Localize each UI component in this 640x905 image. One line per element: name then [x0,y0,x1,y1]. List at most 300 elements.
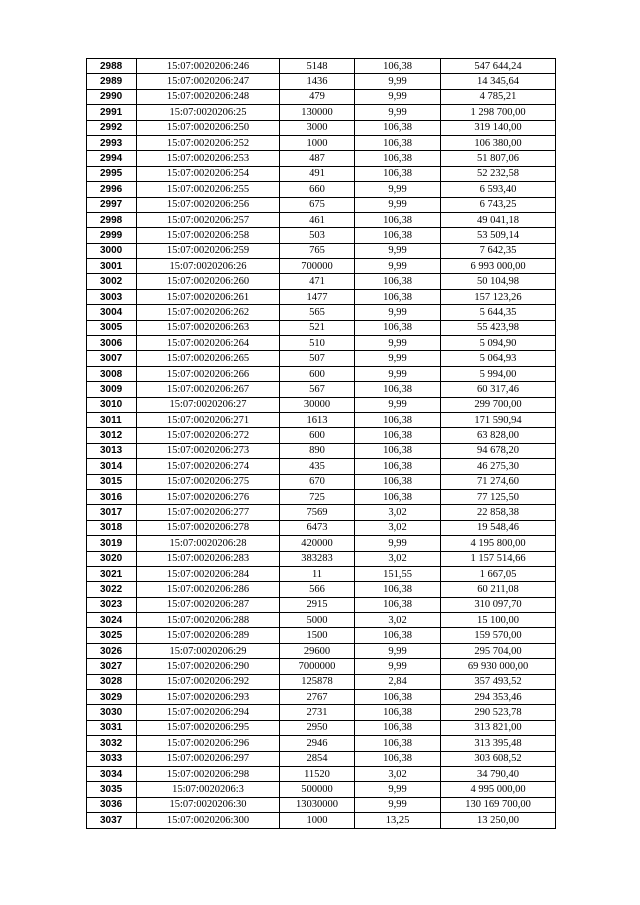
row-number-cell: 2988 [87,59,137,74]
rate-cell: 9,99 [355,366,441,381]
cadastral-number-cell: 15:07:0020206:275 [137,474,280,489]
cadastral-number-cell: 15:07:0020206:296 [137,736,280,751]
area-cell: 600 [280,428,355,443]
area-cell: 2767 [280,690,355,705]
cadastral-number-cell: 15:07:0020206:29 [137,643,280,658]
row-number-cell: 3014 [87,459,137,474]
table-row [87,443,556,458]
rate-cell: 106,38 [355,289,441,304]
table-row [87,105,556,120]
area-cell: 566 [280,582,355,597]
rate-cell: 2,84 [355,674,441,689]
cadastral-value-cell: 5 994,00 [441,366,556,381]
row-number-cell: 3023 [87,597,137,612]
area-cell: 30000 [280,397,355,412]
row-number-cell: 2992 [87,120,137,135]
cadastral-value-cell: 1 298 700,00 [441,105,556,120]
cadastral-value-cell: 295 704,00 [441,643,556,658]
table-row [87,305,556,320]
cadastral-value-cell: 94 678,20 [441,443,556,458]
rate-cell: 9,99 [355,797,441,812]
cadastral-number-cell: 15:07:0020206:292 [137,674,280,689]
cadastral-value-cell: 7 642,35 [441,243,556,258]
area-cell: 491 [280,166,355,181]
area-cell: 1000 [280,813,355,828]
row-number-cell: 2994 [87,151,137,166]
cadastral-value-cell: 69 930 000,00 [441,659,556,674]
area-cell: 471 [280,274,355,289]
table-row [87,351,556,366]
area-cell: 890 [280,443,355,458]
table-row [87,489,556,504]
table-row [87,428,556,443]
cadastral-value-cell: 14 345,64 [441,74,556,89]
cadastral-value-cell: 106 380,00 [441,135,556,150]
cadastral-number-cell: 15:07:0020206:278 [137,520,280,535]
table-row [87,412,556,427]
table-row [87,520,556,535]
area-cell: 11 [280,566,355,581]
cadastral-value-cell: 49 041,18 [441,212,556,227]
cadastral-value-cell: 77 125,50 [441,489,556,504]
table-row [87,597,556,612]
area-cell: 1000 [280,135,355,150]
row-number-cell: 2996 [87,182,137,197]
table-row [87,705,556,720]
table-row [87,782,556,797]
cadastral-number-cell: 15:07:0020206:255 [137,182,280,197]
table-row [87,566,556,581]
cadastral-number-cell: 15:07:0020206:265 [137,351,280,366]
area-cell: 1500 [280,628,355,643]
area-cell: 2915 [280,597,355,612]
rate-cell: 106,38 [355,459,441,474]
area-cell: 383283 [280,551,355,566]
rate-cell: 9,99 [355,89,441,104]
row-number-cell: 2999 [87,228,137,243]
table-row [87,720,556,735]
rate-cell: 13,25 [355,813,441,828]
rate-cell: 106,38 [355,597,441,612]
cadastral-number-cell: 15:07:0020206:25 [137,105,280,120]
table-row [87,813,556,828]
row-number-cell: 2998 [87,212,137,227]
rate-cell: 9,99 [355,74,441,89]
row-number-cell: 3017 [87,505,137,520]
cadastral-value-cell: 6 743,25 [441,197,556,212]
rate-cell: 9,99 [355,182,441,197]
rate-cell: 106,38 [355,151,441,166]
area-cell: 130000 [280,105,355,120]
rate-cell: 106,38 [355,382,441,397]
row-number-cell: 3029 [87,690,137,705]
cadastral-value-cell: 157 123,26 [441,289,556,304]
cadastral-value-cell: 357 493,52 [441,674,556,689]
cadastral-number-cell: 15:07:0020206:252 [137,135,280,150]
rate-cell: 106,38 [355,166,441,181]
rate-cell: 106,38 [355,274,441,289]
area-cell: 7000000 [280,659,355,674]
row-number-cell: 3037 [87,813,137,828]
row-number-cell: 3003 [87,289,137,304]
rate-cell: 106,38 [355,736,441,751]
area-cell: 420000 [280,536,355,551]
rate-cell: 9,99 [355,351,441,366]
cadastral-value-cell: 50 104,98 [441,274,556,289]
table-row [87,674,556,689]
cadastral-value-table [86,58,556,829]
table-row [87,336,556,351]
table-row [87,613,556,628]
area-cell: 2946 [280,736,355,751]
table-row [87,212,556,227]
rate-cell: 106,38 [355,690,441,705]
cadastral-number-cell: 15:07:0020206:289 [137,628,280,643]
cadastral-number-cell: 15:07:0020206:256 [137,197,280,212]
area-cell: 565 [280,305,355,320]
table-row [87,643,556,658]
cadastral-number-cell: 15:07:0020206:297 [137,751,280,766]
area-cell: 5000 [280,613,355,628]
area-cell: 461 [280,212,355,227]
row-number-cell: 3020 [87,551,137,566]
row-number-cell: 3021 [87,566,137,581]
row-number-cell: 3010 [87,397,137,412]
table-row [87,736,556,751]
cadastral-number-cell: 15:07:0020206:28 [137,536,280,551]
row-number-cell: 2991 [87,105,137,120]
cadastral-value-cell: 303 608,52 [441,751,556,766]
rate-cell: 3,02 [355,520,441,535]
cadastral-number-cell: 15:07:0020206:261 [137,289,280,304]
rate-cell: 9,99 [355,536,441,551]
row-number-cell: 3016 [87,489,137,504]
area-cell: 600 [280,366,355,381]
area-cell: 29600 [280,643,355,658]
area-cell: 3000 [280,120,355,135]
rate-cell: 106,38 [355,59,441,74]
cadastral-value-cell: 15 100,00 [441,613,556,628]
row-number-cell: 3028 [87,674,137,689]
row-number-cell: 3024 [87,613,137,628]
cadastral-value-cell: 299 700,00 [441,397,556,412]
row-number-cell: 3006 [87,336,137,351]
rate-cell: 9,99 [355,782,441,797]
area-cell: 500000 [280,782,355,797]
row-number-cell: 3008 [87,366,137,381]
row-number-cell: 3011 [87,412,137,427]
cadastral-number-cell: 15:07:0020206:271 [137,412,280,427]
area-cell: 125878 [280,674,355,689]
cadastral-number-cell: 15:07:0020206:283 [137,551,280,566]
table-row [87,243,556,258]
cadastral-value-cell: 310 097,70 [441,597,556,612]
cadastral-number-cell: 15:07:0020206:253 [137,151,280,166]
rate-cell: 9,99 [355,659,441,674]
table-row [87,320,556,335]
cadastral-number-cell: 15:07:0020206:293 [137,690,280,705]
cadastral-number-cell: 15:07:0020206:254 [137,166,280,181]
area-cell: 567 [280,382,355,397]
cadastral-number-cell: 15:07:0020206:273 [137,443,280,458]
rate-cell: 3,02 [355,505,441,520]
row-number-cell: 3025 [87,628,137,643]
table-row [87,690,556,705]
table-row [87,151,556,166]
table-row [87,120,556,135]
cadastral-number-cell: 15:07:0020206:276 [137,489,280,504]
area-cell: 765 [280,243,355,258]
cadastral-value-cell: 5 644,35 [441,305,556,320]
cadastral-value-cell: 22 858,38 [441,505,556,520]
area-cell: 510 [280,336,355,351]
cadastral-number-cell: 15:07:0020206:284 [137,566,280,581]
rate-cell: 106,38 [355,412,441,427]
table-row [87,474,556,489]
row-number-cell: 3018 [87,520,137,535]
table-row [87,274,556,289]
rate-cell: 106,38 [355,705,441,720]
cadastral-number-cell: 15:07:0020206:3 [137,782,280,797]
cadastral-number-cell: 15:07:0020206:250 [137,120,280,135]
cadastral-value-cell: 1 157 514,66 [441,551,556,566]
row-number-cell: 3026 [87,643,137,658]
rate-cell: 9,99 [355,197,441,212]
row-number-cell: 3019 [87,536,137,551]
cadastral-number-cell: 15:07:0020206:27 [137,397,280,412]
cadastral-number-cell: 15:07:0020206:287 [137,597,280,612]
cadastral-value-cell: 313 821,00 [441,720,556,735]
cadastral-value-cell: 4 995 000,00 [441,782,556,797]
table-row [87,259,556,274]
cadastral-value-cell: 290 523,78 [441,705,556,720]
rate-cell: 106,38 [355,720,441,735]
row-number-cell: 3002 [87,274,137,289]
table-row [87,382,556,397]
row-number-cell: 2995 [87,166,137,181]
rate-cell: 106,38 [355,443,441,458]
cadastral-value-cell: 159 570,00 [441,628,556,643]
cadastral-value-cell: 19 548,46 [441,520,556,535]
area-cell: 725 [280,489,355,504]
row-number-cell: 3000 [87,243,137,258]
cadastral-number-cell: 15:07:0020206:266 [137,366,280,381]
area-cell: 1477 [280,289,355,304]
area-cell: 7569 [280,505,355,520]
cadastral-value-cell: 313 395,48 [441,736,556,751]
area-cell: 2854 [280,751,355,766]
rate-cell: 9,99 [355,259,441,274]
rate-cell: 9,99 [355,243,441,258]
table-row [87,459,556,474]
cadastral-value-cell: 55 423,98 [441,320,556,335]
table-row [87,59,556,74]
area-cell: 479 [280,89,355,104]
cadastral-number-cell: 15:07:0020206:298 [137,766,280,781]
rate-cell: 9,99 [355,336,441,351]
cadastral-number-cell: 15:07:0020206:247 [137,74,280,89]
cadastral-value-cell: 63 828,00 [441,428,556,443]
rate-cell: 9,99 [355,643,441,658]
area-cell: 2731 [280,705,355,720]
area-cell: 13030000 [280,797,355,812]
row-number-cell: 3022 [87,582,137,597]
cadastral-value-cell: 60 317,46 [441,382,556,397]
cadastral-value-cell: 4 195 800,00 [441,536,556,551]
area-cell: 675 [280,197,355,212]
rate-cell: 3,02 [355,766,441,781]
table-row [87,397,556,412]
cadastral-value-cell: 6 993 000,00 [441,259,556,274]
row-number-cell: 3031 [87,720,137,735]
cadastral-value-cell: 130 169 700,00 [441,797,556,812]
area-cell: 5148 [280,59,355,74]
cadastral-number-cell: 15:07:0020206:274 [137,459,280,474]
table-row [87,766,556,781]
cadastral-number-cell: 15:07:0020206:290 [137,659,280,674]
table-row [87,289,556,304]
cadastral-value-cell: 71 274,60 [441,474,556,489]
table-row [87,582,556,597]
table-row [87,166,556,181]
cadastral-value-cell: 46 275,30 [441,459,556,474]
rate-cell: 106,38 [355,212,441,227]
rate-cell: 3,02 [355,613,441,628]
row-number-cell: 3032 [87,736,137,751]
row-number-cell: 3012 [87,428,137,443]
table-row [87,536,556,551]
cadastral-number-cell: 15:07:0020206:263 [137,320,280,335]
row-number-cell: 3009 [87,382,137,397]
rate-cell: 106,38 [355,628,441,643]
cadastral-number-cell: 15:07:0020206:295 [137,720,280,735]
cadastral-value-cell: 51 807,06 [441,151,556,166]
cadastral-number-cell: 15:07:0020206:288 [137,613,280,628]
cadastral-number-cell: 15:07:0020206:277 [137,505,280,520]
rate-cell: 106,38 [355,320,441,335]
area-cell: 435 [280,459,355,474]
area-cell: 6473 [280,520,355,535]
row-number-cell: 3034 [87,766,137,781]
cadastral-value-cell: 60 211,08 [441,582,556,597]
cadastral-value-cell: 52 232,58 [441,166,556,181]
cadastral-number-cell: 15:07:0020206:264 [137,336,280,351]
row-number-cell: 3015 [87,474,137,489]
area-cell: 1613 [280,412,355,427]
cadastral-number-cell: 15:07:0020206:262 [137,305,280,320]
rate-cell: 106,38 [355,120,441,135]
row-number-cell: 3035 [87,782,137,797]
cadastral-number-cell: 15:07:0020206:257 [137,212,280,227]
cadastral-number-cell: 15:07:0020206:248 [137,89,280,104]
cadastral-value-cell: 171 590,94 [441,412,556,427]
cadastral-value-cell: 547 644,24 [441,59,556,74]
cadastral-number-cell: 15:07:0020206:30 [137,797,280,812]
cadastral-number-cell: 15:07:0020206:260 [137,274,280,289]
area-cell: 507 [280,351,355,366]
cadastral-value-cell: 6 593,40 [441,182,556,197]
cadastral-value-cell: 5 064,93 [441,351,556,366]
area-cell: 2950 [280,720,355,735]
cadastral-value-cell: 1 667,05 [441,566,556,581]
table-row [87,74,556,89]
table-row [87,751,556,766]
table-row [87,228,556,243]
area-cell: 487 [280,151,355,166]
cadastral-number-cell: 15:07:0020206:26 [137,259,280,274]
row-number-cell: 3013 [87,443,137,458]
cadastral-value-cell: 13 250,00 [441,813,556,828]
table-row [87,197,556,212]
area-cell: 670 [280,474,355,489]
area-cell: 521 [280,320,355,335]
row-number-cell: 2990 [87,89,137,104]
cadastral-number-cell: 15:07:0020206:286 [137,582,280,597]
cadastral-number-cell: 15:07:0020206:258 [137,228,280,243]
row-number-cell: 3033 [87,751,137,766]
rate-cell: 106,38 [355,428,441,443]
rate-cell: 106,38 [355,135,441,150]
rate-cell: 9,99 [355,305,441,320]
row-number-cell: 3005 [87,320,137,335]
row-number-cell: 3007 [87,351,137,366]
rate-cell: 106,38 [355,228,441,243]
cadastral-value-cell: 294 353,46 [441,690,556,705]
row-number-cell: 3027 [87,659,137,674]
cadastral-number-cell: 15:07:0020206:272 [137,428,280,443]
table-row [87,797,556,812]
rate-cell: 106,38 [355,582,441,597]
row-number-cell: 3004 [87,305,137,320]
rate-cell: 9,99 [355,397,441,412]
table-row [87,182,556,197]
cadastral-number-cell: 15:07:0020206:259 [137,243,280,258]
cadastral-number-cell: 15:07:0020206:300 [137,813,280,828]
rate-cell: 3,02 [355,551,441,566]
cadastral-number-cell: 15:07:0020206:294 [137,705,280,720]
row-number-cell: 3036 [87,797,137,812]
table-row [87,366,556,381]
table-row [87,135,556,150]
table-row [87,89,556,104]
table-row [87,505,556,520]
rate-cell: 9,99 [355,105,441,120]
cadastral-number-cell: 15:07:0020206:246 [137,59,280,74]
table-row [87,628,556,643]
table-row [87,659,556,674]
rate-cell: 106,38 [355,751,441,766]
cadastral-value-cell: 4 785,21 [441,89,556,104]
cadastral-value-cell: 319 140,00 [441,120,556,135]
row-number-cell: 3001 [87,259,137,274]
area-cell: 700000 [280,259,355,274]
area-cell: 1436 [280,74,355,89]
rate-cell: 106,38 [355,489,441,504]
row-number-cell: 2989 [87,74,137,89]
rate-cell: 106,38 [355,474,441,489]
row-number-cell: 2993 [87,135,137,150]
row-number-cell: 2997 [87,197,137,212]
area-cell: 503 [280,228,355,243]
table-row [87,551,556,566]
cadastral-number-cell: 15:07:0020206:267 [137,382,280,397]
cadastral-value-cell: 34 790,40 [441,766,556,781]
area-cell: 11520 [280,766,355,781]
cadastral-value-cell: 5 094,90 [441,336,556,351]
row-number-cell: 3030 [87,705,137,720]
table-body [87,59,556,829]
area-cell: 660 [280,182,355,197]
